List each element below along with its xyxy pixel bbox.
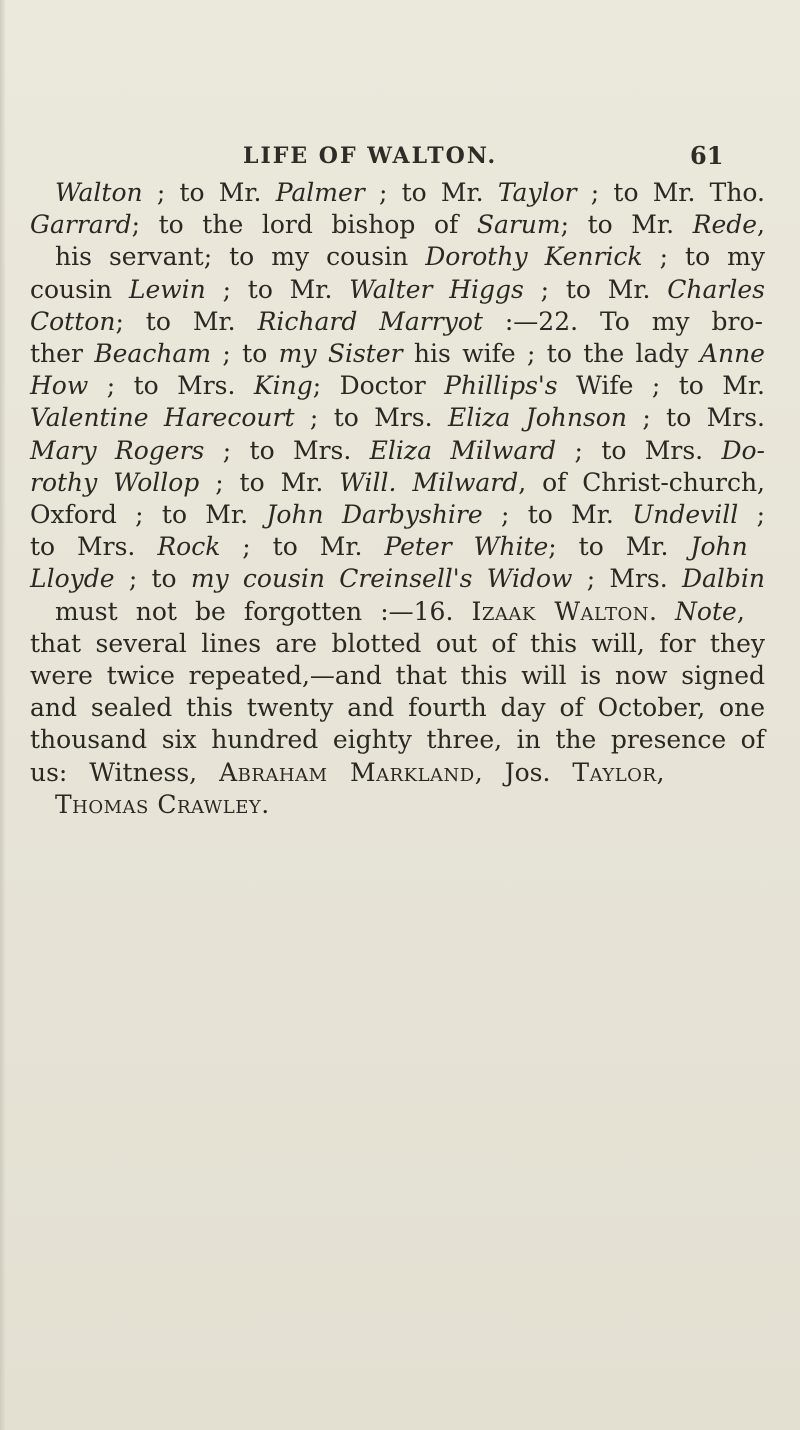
text-run: ; Doctor (312, 371, 445, 401)
page-header (0, 138, 800, 174)
text-line (30, 758, 664, 788)
text-run: were twice repeated,—and that this will is now signed (30, 661, 765, 690)
italic-text: John (690, 532, 748, 562)
text-run: ; to Mr. (205, 274, 350, 304)
text-line (30, 725, 765, 755)
text-run: and sealed this twenty and fourth day of October, one (30, 693, 765, 723)
small-caps-text: Taylor (572, 757, 657, 787)
italic-text: Rede (692, 210, 758, 240)
text-run: ; to Mr. (142, 178, 276, 207)
text-line (30, 500, 765, 530)
text-run: . (261, 789, 270, 819)
italic-text: Lewin (128, 274, 206, 304)
text-run: ; to Mr. (115, 306, 258, 336)
text-run: thousand six hundred eighty three, in the presence of (30, 725, 765, 755)
italic-text: Eliza Milward (369, 435, 557, 465)
italic-text: Dalbin (681, 564, 765, 594)
text-run: ; Mrs. (572, 564, 682, 594)
text-line (30, 436, 765, 466)
text-line (30, 403, 765, 433)
text-line (30, 275, 765, 305)
italic-text: Beacham (94, 339, 212, 368)
text-line (55, 597, 745, 627)
text-run: ; to Mr. (548, 532, 691, 562)
text-line (30, 693, 765, 723)
text-line (30, 339, 765, 369)
text-line (30, 468, 765, 498)
text-run: Oxford ; to Mr. (30, 500, 267, 529)
text-run: ; to the lord bishop of (131, 210, 477, 240)
italic-text: Eliza Johnson (447, 403, 627, 433)
text-run: must not be forgotten :—16. (55, 596, 472, 626)
text-run: his wife ; to the lady (402, 339, 700, 368)
italic-text: my Sister (278, 339, 403, 368)
italic-text: Palmer (275, 178, 365, 207)
italic-text: King (253, 371, 313, 401)
text-run: ; to my (642, 242, 765, 272)
italic-text: Undevill (632, 500, 739, 529)
text-run: ther (30, 339, 95, 368)
text-line (30, 532, 748, 562)
italic-text: Rock (157, 532, 221, 562)
text-line (55, 242, 765, 272)
italic-text: Taylor (497, 178, 577, 207)
text-run: ; to Mr. (364, 178, 498, 207)
italic-text: Valentine Harecourt (30, 403, 295, 433)
text-run: ; to Mr. (199, 467, 340, 497)
small-caps-text: Thomas Crawley (55, 789, 262, 819)
text-run: ; to Mr. (523, 274, 668, 304)
text-run: ; to (211, 339, 279, 368)
text-run: , (757, 210, 765, 240)
text-run: ; to Mrs. (294, 403, 448, 433)
italic-text: Sarum (476, 210, 561, 240)
text-run: ; to Mrs. (556, 435, 722, 465)
text-line (30, 210, 765, 240)
italic-text: my cousin Creinsell's Widow (190, 564, 573, 594)
italic-text: How (30, 371, 89, 401)
italic-text: Phillips's (444, 371, 558, 401)
text-run: , Jos. (474, 757, 573, 787)
text-run: to Mrs. (30, 532, 158, 562)
text-line (30, 564, 765, 594)
italic-text: Cotton (30, 306, 116, 336)
small-caps-text: Izaak Walton (471, 596, 650, 626)
italic-text: Dorothy Kenrick (425, 242, 643, 272)
text-line (30, 661, 765, 691)
italic-text: Will. Milward (339, 467, 519, 497)
text-run: us: Witness, (30, 757, 220, 787)
text-run: ; to Mrs. (204, 435, 370, 465)
small-caps-text: Abraham Markland (219, 757, 475, 787)
text-run: ; to (114, 564, 191, 594)
text-run: , (656, 757, 665, 787)
text-line (55, 178, 765, 208)
text-run: . (649, 596, 676, 626)
italic-text: rothy Wollop (30, 467, 200, 497)
text-run: ; to Mrs. (88, 371, 254, 401)
text-line (30, 371, 765, 401)
italic-text: Walter Higgs (349, 274, 524, 304)
text-run: ; to Mrs. (626, 403, 765, 433)
italic-text: Garrard (30, 210, 132, 240)
text-run: ; to Mr. (482, 500, 633, 529)
italic-text: Do- (721, 435, 765, 465)
text-run: that several lines are blotted out of this will, for they (30, 628, 765, 658)
italic-text: Mary Rogers (30, 435, 205, 465)
text-run: ; (738, 500, 766, 529)
italic-text: Richard Marryot (257, 306, 483, 336)
text-run: ; to Mr. Tho. (576, 178, 765, 207)
text-run: ; to Mr. (560, 210, 693, 240)
text-run: cousin (30, 274, 129, 304)
italic-text: Charles (667, 274, 766, 304)
text-run: , (736, 596, 745, 626)
italic-text: Lloyde (30, 564, 115, 594)
running-head: LIFE OF WALTON. (243, 143, 498, 169)
italic-text: Walton (55, 178, 143, 207)
text-run: ; to Mr. (220, 532, 385, 562)
page-number: 61 (690, 141, 724, 170)
text-run: his servant; to my cousin (55, 242, 426, 272)
page-gutter-shadow (0, 0, 6, 1430)
italic-text: Anne (699, 339, 765, 368)
text-line (30, 307, 763, 337)
text-run: :—22. To my bro- (482, 306, 763, 336)
italic-text: Note (675, 596, 737, 626)
text-run: Wife ; to Mr. (557, 371, 765, 401)
text-line (55, 790, 269, 820)
italic-text: Peter White (384, 532, 549, 562)
text-run: , of Christ-church, (518, 467, 766, 497)
text-line (30, 629, 765, 659)
italic-text: John Darbyshire (266, 500, 483, 529)
